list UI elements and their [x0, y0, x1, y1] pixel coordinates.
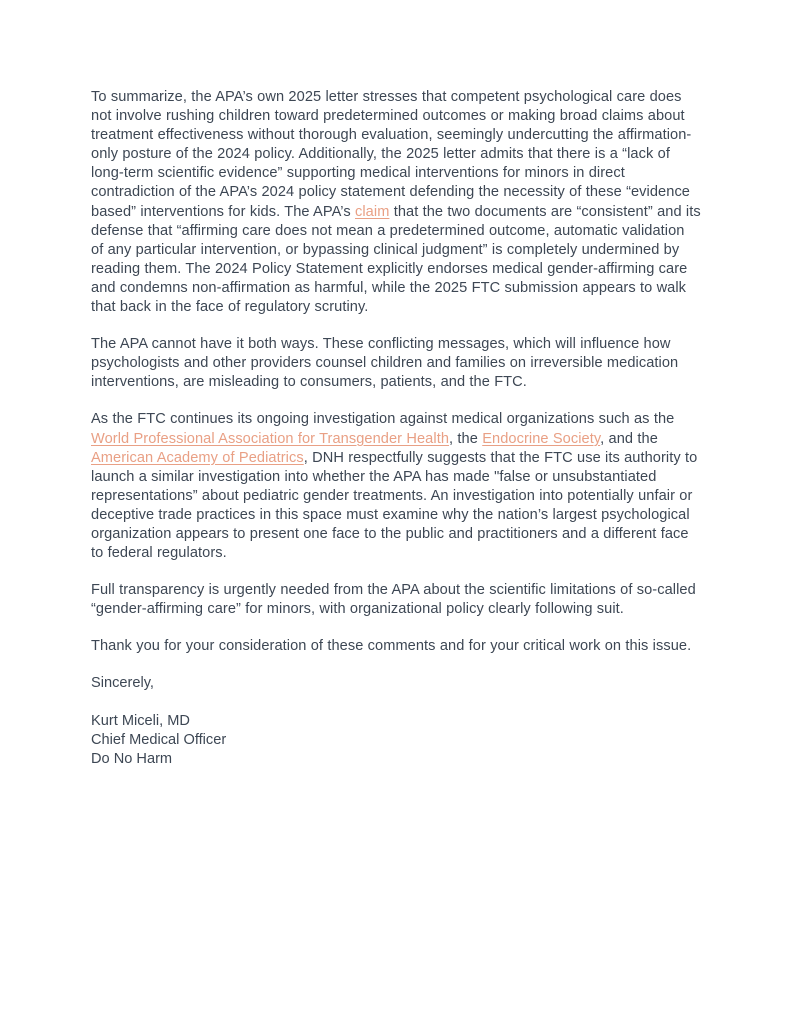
paragraph-ftc-investigation	[91, 410, 701, 563]
paragraph-text: The APA cannot have it both ways. These conflicting messages, which will influence how psychologists and other providers counsel children and families on irreversible medication interventions, are misleading to consumers, patients, and the FTC.	[91, 336, 679, 391]
paragraph-thank-you	[91, 637, 701, 656]
closing-salutation: Sincerely,	[91, 675, 154, 692]
paragraph-text: that the two documents are “consistent” and its defense that “affirming care does not mean a predetermined outcome, automatic validation of any particular intervention, or bypassing clinical judgment” is completely undermined by reading them. The 2024 Policy Statement explicitly endorses medical gender-affirming care and condemns non-affirmation as harmful, while the 2025 FTC submission appears to walk that back in the face of regulatory scrutiny.	[91, 203, 701, 316]
signer-title: Chief Medical Officer	[91, 731, 227, 748]
paragraph-summary	[91, 88, 701, 317]
inline-link[interactable]: claim	[355, 203, 390, 220]
paragraph-text: Thank you for your consideration of these comments and for your critical work on this issue.	[91, 638, 692, 655]
letter-body	[91, 88, 701, 769]
inline-link[interactable]: American Academy of Pediatrics	[91, 449, 304, 466]
paragraph-text: , and the	[600, 430, 658, 447]
paragraph-text: , DNH respectfully suggests that the FTC use its authority to launch a similar investigation into whether the APA has made "false or unsubstantiated representations” about pediatric gender treatments. An investigation into potentially unfair or deceptive trade practices in this space must examine why the nation’s largest psychological organization appears to present one face to the public and practitioners and a different face to federal regulators.	[91, 449, 698, 562]
paragraph-text: To summarize, the APA’s own 2025 letter stresses that competent psychological care does not involve rushing children toward predetermined outcomes or making broad claims about treatment effectiveness without thorough evaluation, seemingly undercutting the affirmation-only posture of the 2024 policy. Additionally, the 2025 letter admits that there is a “lack of long-term scientific evidence” supporting medical interventions for minors in direct contradiction of the APA’s 2024 policy statement defending the necessity of these “evidence based” interventions for kids. The APA’s	[91, 89, 692, 220]
signature-spacer	[91, 694, 701, 712]
signer-name: Kurt Miceli, MD	[91, 712, 190, 729]
paragraph-both-ways	[91, 335, 701, 392]
paragraph-transparency	[91, 581, 701, 619]
signer-organization: Do No Harm	[91, 750, 173, 767]
inline-link[interactable]: World Professional Association for Transgender Health	[91, 430, 450, 447]
paragraph-text: Full transparency is urgently needed from the APA about the scientific limitations of so-called “gender-affirming care” for minors, with organizational policy clearly following suit.	[91, 582, 696, 618]
paragraph-text: , the	[449, 430, 483, 447]
paragraph-text: As the FTC continues its ongoing investigation against medical organizations such as the	[91, 411, 675, 428]
signature-block	[91, 712, 701, 769]
inline-link[interactable]: Endocrine Society	[482, 430, 601, 447]
